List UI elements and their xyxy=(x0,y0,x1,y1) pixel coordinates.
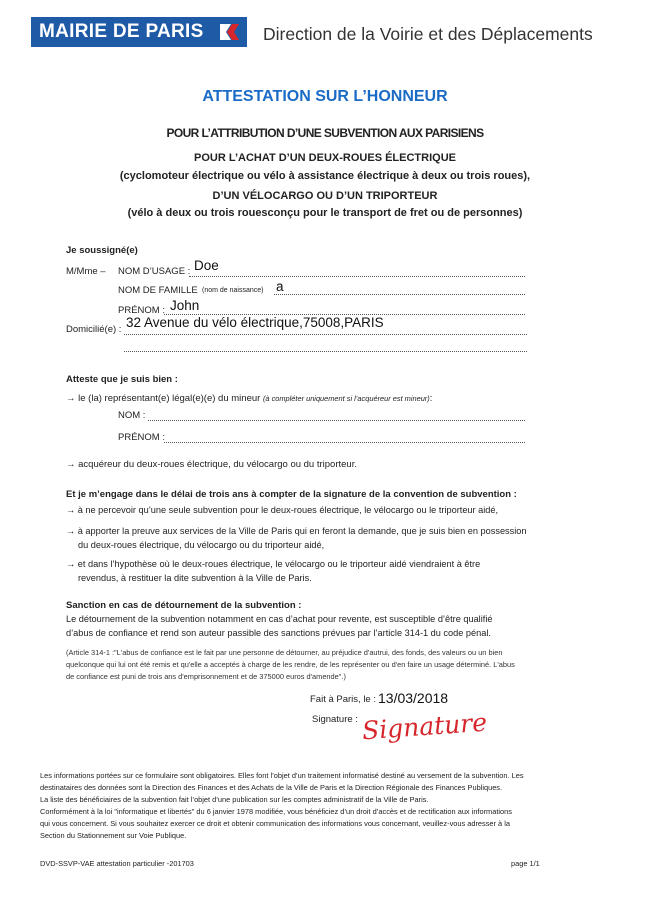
footer-line-6: Section du Stationnement sur Voie Publique. xyxy=(40,831,187,840)
subtitle-cargo-description: (vélo à deux ou trois rouesconçu pour le transport de fret ou de personnes) xyxy=(127,207,523,219)
paris-emblem-icon xyxy=(217,20,241,44)
subtitle-moped-description: (cyclomoteur électrique ou vélo à assistance électrique à deux ou trois roues), xyxy=(119,170,531,182)
engagement-item-proof: → à apporter la preuve aux services de la Ville de Paris qui en feront la demande, que je suis bien en possession xyxy=(66,526,527,536)
mairie-de-paris-logo xyxy=(31,17,247,47)
civility-label: M/Mme – xyxy=(66,266,106,277)
family-name-note: (nom de naissance) xyxy=(202,287,264,294)
attest-heading: Atteste que je suis bien : xyxy=(66,374,178,385)
engagement-item-resale-cont: revendus, à restituer la dite subvention à la Ville de Paris. xyxy=(78,573,312,583)
footer-line-2: destinataires des données sont la Direction des Finances et des Achats de la Ville de Paris et la Direction Régionale des Finances Publiques. xyxy=(40,783,503,792)
usage-name-field[interactable]: Doe xyxy=(194,258,219,273)
address-line-1 xyxy=(124,334,527,335)
usage-name-label: NOM D’USAGE : xyxy=(118,266,191,277)
logo-text: MAIRIE DE PARIS xyxy=(39,21,204,42)
buyer-option: → acquéreur du deux-roues électrique, du vélocargo ou du triporteur. xyxy=(66,459,357,470)
footer-line-4: Conformément à la loi "informatique et libertés" du 6 janvier 1978 modifiée, vous bénéficiez d’un droit d’accès et de rectification aux informations xyxy=(40,807,512,816)
legal-representative-note: (à compléter uniquement si l’acquéreur est mineur) xyxy=(262,394,430,403)
department-name: Direction de la Voirie et des Déplacements xyxy=(263,24,593,44)
first-name-field[interactable]: John xyxy=(170,298,200,313)
subtitle-cargo: D’UN VÉLOCARGO OU D’UN TRIPORTEUR xyxy=(212,190,438,202)
sanction-text-line2: d’abus de confiance et rend son auteur passible des sanctions prévues par l’article 314-1 du code pénal. xyxy=(66,628,491,638)
family-name-label: NOM DE FAMILLE xyxy=(118,285,198,296)
sanction-text-line1: Le détournement de la subvention notamment en cas d’achat pour revente, est susceptible d’être qualifié xyxy=(66,614,493,624)
minor-first-name-line[interactable] xyxy=(164,442,525,443)
sanction-heading: Sanction en cas de détournement de la subvention : xyxy=(66,600,302,611)
engagement-item-resale: → et dans l’hypothèse où le deux-roues électrique, le vélocargo ou le triporteur aidé viendraient à être xyxy=(66,559,481,569)
subtitle-purchase: POUR L’ACHAT D’UN DEUX-ROUES ÉLECTRIQUE xyxy=(194,152,456,164)
usage-name-line xyxy=(189,276,525,277)
engagement-heading: Et je m’engage dans le délai de trois ans à compter de la signature de la convention de subvention : xyxy=(66,489,517,500)
handwritten-signature: Signature xyxy=(361,707,488,746)
document-reference: DVD-SSVP-VAE attestation particulier -201703 xyxy=(40,859,194,868)
family-name-line xyxy=(274,294,525,295)
address-field[interactable]: 32 Avenue du vélo électrique,75008,PARIS xyxy=(126,315,384,330)
address-label: Domicilié(e) : xyxy=(66,324,122,335)
document-title: ATTESTATION SUR L’HONNEUR xyxy=(202,88,448,105)
first-name-label: PRÉNOM : xyxy=(118,305,165,316)
legal-representative-colon: : xyxy=(429,393,433,404)
page-number: page 1/1 xyxy=(511,859,540,868)
article-quote-line1: (Article 314-1 :"L'abus de confiance est le fait par une personne de détourner, au préjudice d'autrui, des fonds, des valeurs ou un bien xyxy=(66,648,503,657)
done-at-label: Fait à Paris, le : xyxy=(310,694,376,705)
engagement-item-single-subsidy: → à ne percevoir qu’une seule subvention pour le deux-roues électrique, le vélocargo ou le triporteur aidé, xyxy=(66,505,499,515)
minor-name-line[interactable] xyxy=(148,420,525,421)
subtitle-subsidy: POUR L’ATTRIBUTION D’UNE SUBVENTION AUX PARISIENS xyxy=(166,126,484,140)
family-name-field[interactable]: a xyxy=(276,279,284,294)
signature-label: Signature : xyxy=(312,714,358,725)
minor-name-label: NOM : xyxy=(118,410,146,421)
address-line-2 xyxy=(124,351,527,352)
identity-heading: Je soussigné(e) xyxy=(66,245,138,256)
legal-representative-text: → le (la) représentant(e) légal(e)(e) du mineur xyxy=(66,393,261,404)
engagement-item-proof-cont: du deux-roues électrique, du vélocargo ou du triporteur aidé, xyxy=(78,540,325,550)
article-quote-line2: quelconque qui lui ont été remis et qu'elle a acceptés à charge de les rendre, de les représenter ou d'en faire un usage déterminé. L'abus xyxy=(66,660,515,669)
footer-line-1: Les informations portées sur ce formulaire sont obligatoires. Elles font l’objet d’un traitement informatisé destiné au versement de la subvention. Les xyxy=(40,771,524,780)
legal-representative-option xyxy=(66,393,432,404)
footer-line-5: qui vous concernent. Si vous souhaitez exercer ce droit et obtenir communication des informations vous concernant, veuillez-vous adresser à la xyxy=(40,819,510,828)
footer-line-3: La liste des bénéficiaires de la subvention fait l’objet d’une publication sur les comptes administratif de la Ville de Paris. xyxy=(40,795,429,804)
date-field[interactable]: 13/03/2018 xyxy=(378,690,449,706)
article-quote-line3: de confiance est puni de trois ans d'emprisonnement et de 375000 euros d'amende".) xyxy=(66,672,346,681)
minor-first-name-label: PRÉNOM : xyxy=(118,432,165,443)
